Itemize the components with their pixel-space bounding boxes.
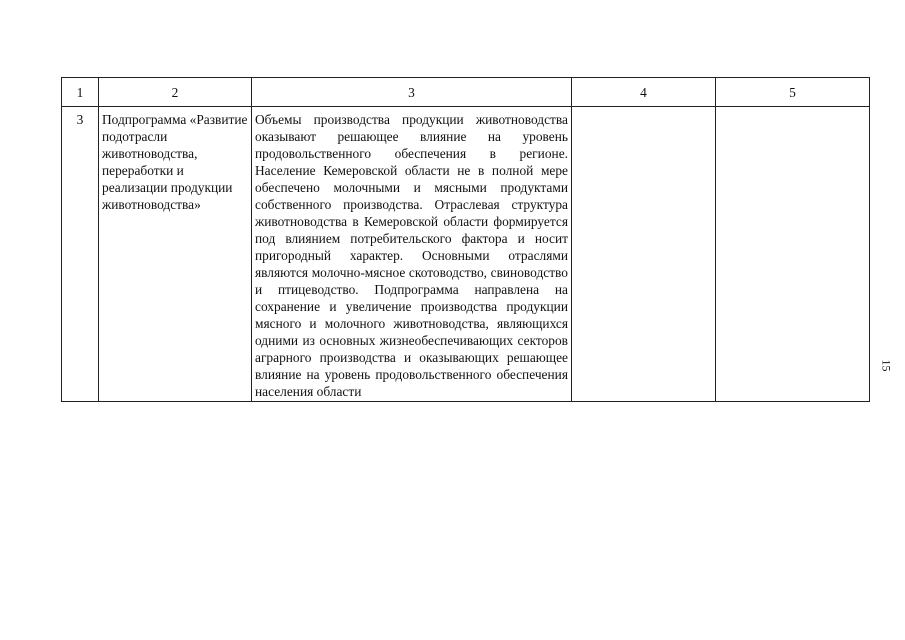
row-cell-4 [572, 107, 716, 402]
subprogram-description [252, 107, 572, 402]
subprogram-name: Подпрограмма «Развитие подотрасли животноводства, переработки и реализации продукции животноводства» [99, 107, 252, 402]
program-table [61, 77, 870, 402]
header-cell-4: 4 [572, 78, 716, 107]
header-cell-2: 2 [99, 78, 252, 107]
header-cell-3: 3 [252, 78, 572, 107]
subprogram-description-text: Объемы производства продукции животноводства оказывают решающее влияние на уровень продовольственного обеспечения в регионе. Население Кемеровской области не в полной мере обеспечено молочными и мясными продуктами собственного производства. Отраслевая структура животноводства в Кемеровской области формируется под влиянием потребительского фактора и носит пригородный характер. Основными отраслями являются молочно-мясное скотоводство, свиноводство и птицеводство. Подпрограмма направлена на сохранение и увеличение производства продукции мясного и молочного животноводства, являющихся одними из основных жизнеобеспечивающих секторов аграрного производства и оказывающих решающее влияние на уровень продовольственного обеспечения населения области [255, 112, 568, 399]
header-cell-5: 5 [716, 78, 870, 107]
header-cell-1: 1 [62, 78, 99, 107]
page-number: 15 [879, 359, 894, 372]
table-header-row [62, 78, 870, 107]
row-number: 3 [62, 107, 99, 402]
table-row [62, 107, 870, 402]
row-cell-5 [716, 107, 870, 402]
